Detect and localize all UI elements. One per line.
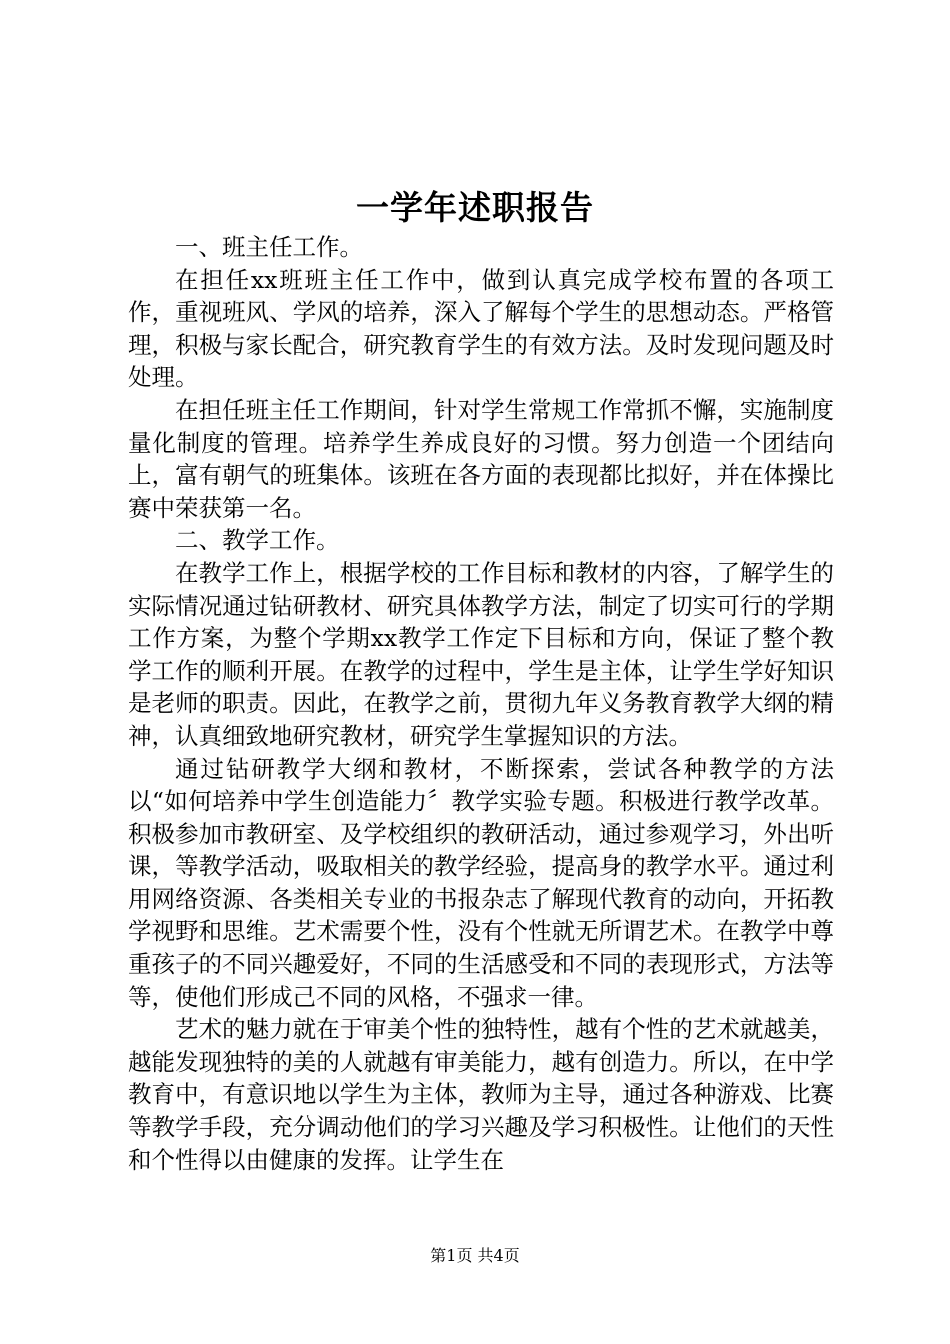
document-title: 一学年述职报告 [356,188,594,227]
paragraph: 在担任xx班班主任工作中，做到认真完成学校布置的各项工作，重视班风、学风的培养，深入了解每个学生的思想动态。严格管理，积极与家长配合，研究教育学生的有效方法。及时发现问题及时处理。 [128,265,834,392]
section-heading-class-teacher: 一、班主任工作。 [175,233,363,261]
document-body [128,231,834,1176]
paragraph: 艺术的魅力就在于审美个性的独特性，越有个性的艺术就越美，越能发现独特的美的人就越有审美能力，越有创造力。所以，在中学教育中，有意识地以学生为主体，教师为主导，通过各种游戏、比赛等教学手段，充分调动他们的学习兴趣及学习积极性。让他们的天性和个性得以由健康的发挥。让学生在 [128,1015,834,1174]
paragraph: 在担任班主任工作期间，针对学生常规工作常抓不懈，实施制度量化制度的管理。培养学生养成良好的习惯。努力创造一个团结向上，富有朝气的班集体。该班在各方面的表现都比拟好，并在体操比赛中荣获第一名。 [128,395,834,522]
section-heading-teaching: 二、教学工作。 [175,526,340,555]
paragraph: 在教学工作上，根据学校的工作目标和教材的内容，了解学生的实际情况通过钻研教材、研究具体教学方法，制定了切实可行的学期工作方案，为整个学期xx教学工作定下目标和方向，保证了整个教学工作的顺利开展。在教学的过程中，学生是主体，让学生学好知识是老师的职责。因此，在教学之前，贯彻九年义务教育教学大纲的精神，认真细致地研究教材，研究学生掌握知识的方法。 [128,558,834,750]
paragraph: 通过钻研教学大纲和教材，不断探索，尝试各种教学的方法以“如何培养中学生创造能力〞教学实验专题。积极进行教学改革。积极参加市教研室、及学校组织的教研活动，通过参观学习，外出听课，等教学活动，吸取相关的教学经验，提高身的教学水平。通过利用网络资源、各类相关专业的书报杂志了解现代教育的动向，开拓教学视野和思维。艺术需要个性，没有个性就无所谓艺术。在教学中尊重孩子的不同兴趣爱好，不同的生活感受和不同的表现形式，方法等等，使他们形成己不同的风格，不强求一律。 [128,754,834,1011]
page-footer: 第1页 共4页 [430,1246,520,1265]
